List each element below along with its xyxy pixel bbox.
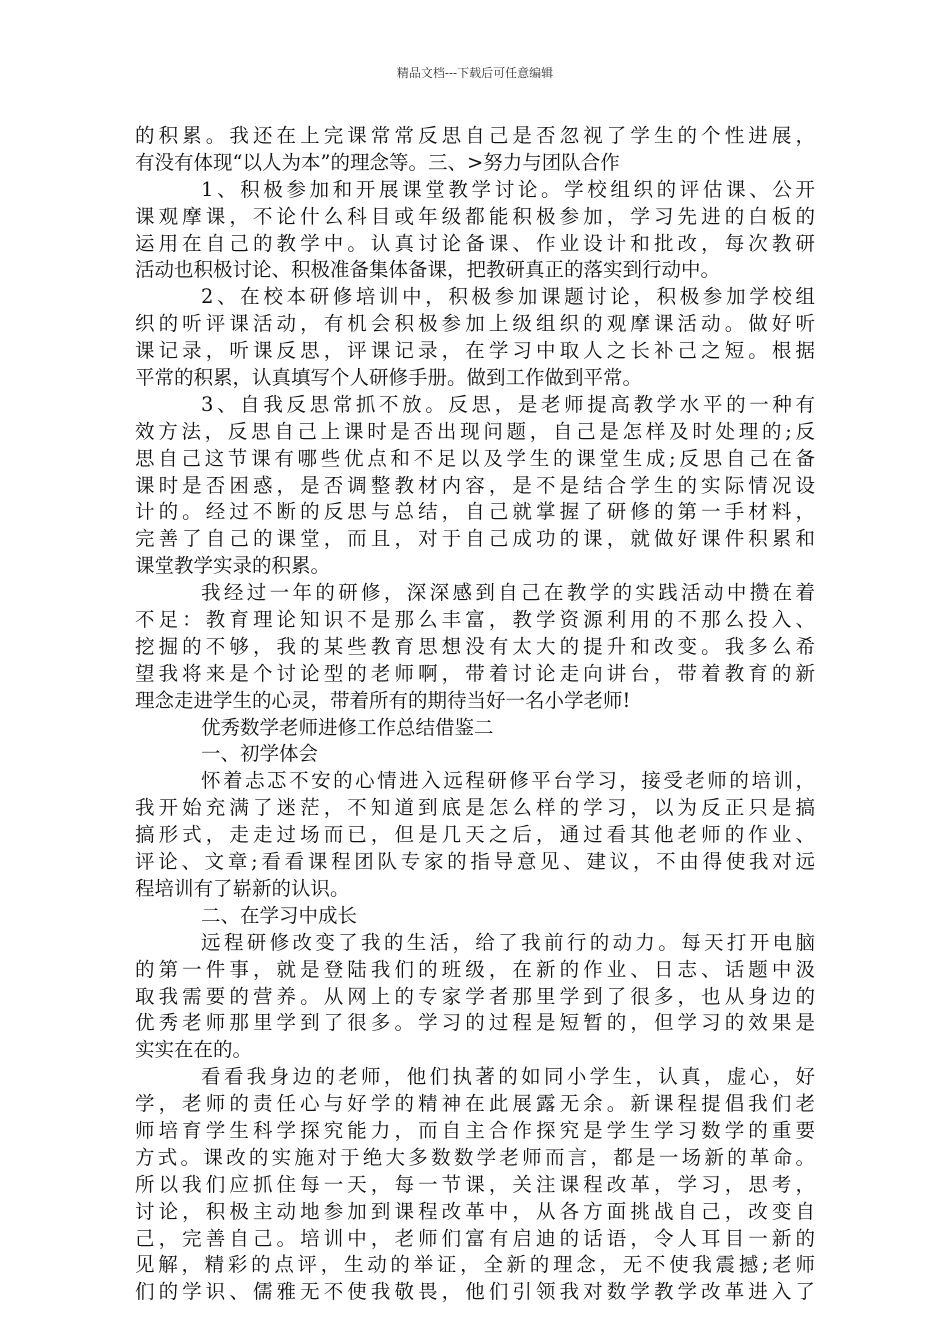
text-line: 搞形式，走走过场而已，但是几天之后，通过看其他老师的作业、 xyxy=(135,823,815,847)
text-line: 二、在学习中成长 xyxy=(201,903,358,927)
text-line: 程培训有了崭新的认识。 xyxy=(135,876,350,900)
text-line: 看看我身边的老师，他们执著的如同小学生，认真，虚心，好 xyxy=(201,1065,815,1089)
text-line: 有没有体现“以人为本”的理念等。三、>努力与团队合作 xyxy=(135,150,620,174)
text-line: 一、初学体会 xyxy=(201,742,319,766)
text-line: 课时是否困惑，是否调整教材内容，是不是结合学生的实际情况设 xyxy=(135,473,815,497)
text-line: 课记录，听课反思，评课记录，在学习中取人之长补己之短。根据 xyxy=(135,339,815,363)
text-line: 活动也积极讨论、积极准备集体备课，把教研真正的落实到行动中。 xyxy=(135,258,721,282)
text-line: 课堂教学实录的积累。 xyxy=(135,554,331,578)
text-line: 3、自我反思常抓不放。反思，是老师提高教学水平的一种有 xyxy=(201,392,815,416)
page-header: 精品文档---下载后可任意编辑 xyxy=(396,66,554,80)
text-line: 的第一件事，就是登陆我们的班级，在新的作业、日志、话题中汲 xyxy=(135,957,815,981)
text-line: 学，老师的责任心与好学的精神在此展露无余。新课程提倡我们老 xyxy=(135,1092,815,1116)
text-line: 的积累。我还在上完课常常反思自己是否忽视了学生的个性进展， xyxy=(135,124,815,147)
text-line: 优秀数学老师进修工作总结借鉴二 xyxy=(201,715,494,739)
text-line: 思自己这节课有哪些优点和不足以及学生的课堂生成;反思自己在备 xyxy=(135,446,815,470)
text-line: 计的。经过不断的反思与总结，自己就掌握了研修的第一手材料， xyxy=(135,500,815,524)
text-line: 1、积极参加和开展课堂教学讨论。学校组织的评估课、公开 xyxy=(201,177,815,201)
text-line: 怀着忐忑不安的心情进入远程研修平台学习，接受老师的培训， xyxy=(201,769,815,793)
text-line: 远程研修改变了我的生活，给了我前行的动力。每天打开电脑 xyxy=(201,930,815,954)
text-line: 课观摩课，不论什么科目或年级都能积极参加，学习先进的白板的 xyxy=(135,204,815,228)
text-line: 方式。课改的实施对于绝大多数数学老师而言，都是一场新的革命。 xyxy=(135,1145,815,1169)
text-line: 挖掘的不够，我的某些教育思想没有太大的提升和改变。我多么希 xyxy=(135,634,815,658)
text-line: 己，完善自己。培训中，老师们富有启迪的话语，令人耳目一新的 xyxy=(135,1226,815,1250)
text-line: 不足：教育理论知识不是那么丰富，教学资源利用的不那么投入、 xyxy=(135,608,815,632)
text-line: 平常的积累，认真填写个人研修手册。做到工作做到平常。 xyxy=(135,366,643,390)
text-line: 实实在在的。 xyxy=(135,1038,253,1062)
text-line: 望我将来是个讨论型的老师啊，带着讨论走向讲台，带着教育的新 xyxy=(135,661,815,685)
text-line: 见解，精彩的点评，生动的举证，全新的理念，无不使我震撼;老师 xyxy=(135,1253,815,1277)
text-line: 所以我们应抓住每一天，每一节课，关注课程改革，学习，思考， xyxy=(135,1172,815,1196)
text-line: 理念走进学生的心灵，带着所有的期待当好一名小学老师! xyxy=(135,688,631,712)
text-line: 完善了自己的课堂，而且，对于自己成功的课，就做好课件积累和 xyxy=(135,527,815,551)
text-line: 师培育学生科学探究能力，而自主合作探究是学生学习数学的重要 xyxy=(135,1118,815,1142)
text-line: 效方法，反思自己上课时是否出现问题，自己是怎样及时处理的;反 xyxy=(135,419,815,443)
text-line: 们的学识、儒雅无不使我敬畏，他们引领我对数学教学改革进入了 xyxy=(135,1280,815,1304)
document-body xyxy=(135,123,815,1306)
text-line: 我开始充满了迷茫，不知道到底是怎么样的学习，以为反正只是搞 xyxy=(135,796,815,820)
text-line: 优秀老师那里学到了很多。学习的过程是短暂的，但学习的效果是 xyxy=(135,1011,815,1035)
text-line: 我经过一年的研修，深深感到自己在教学的实践活动中攒在着 xyxy=(201,581,815,605)
text-line: 评论、文章;看看课程团队专家的指导意见、建议，不由得使我对远 xyxy=(135,850,815,874)
text-line: 运用在自己的教学中。认真讨论备课、作业设计和批改，每次教研 xyxy=(135,231,815,255)
text-line: 讨论，积极主动地参加到课程改革中，从各方面挑战自己，改变自 xyxy=(135,1199,815,1223)
text-line: 取我需要的营养。从网上的专家学者那里学到了很多，也从身边的 xyxy=(135,984,815,1008)
text-line: 织的听评课活动，有机会积极参加上级组织的观摩课活动。做好听 xyxy=(135,312,815,336)
text-line: 2、在校本研修培训中，积极参加课题讨论，积极参加学校组 xyxy=(201,285,815,309)
